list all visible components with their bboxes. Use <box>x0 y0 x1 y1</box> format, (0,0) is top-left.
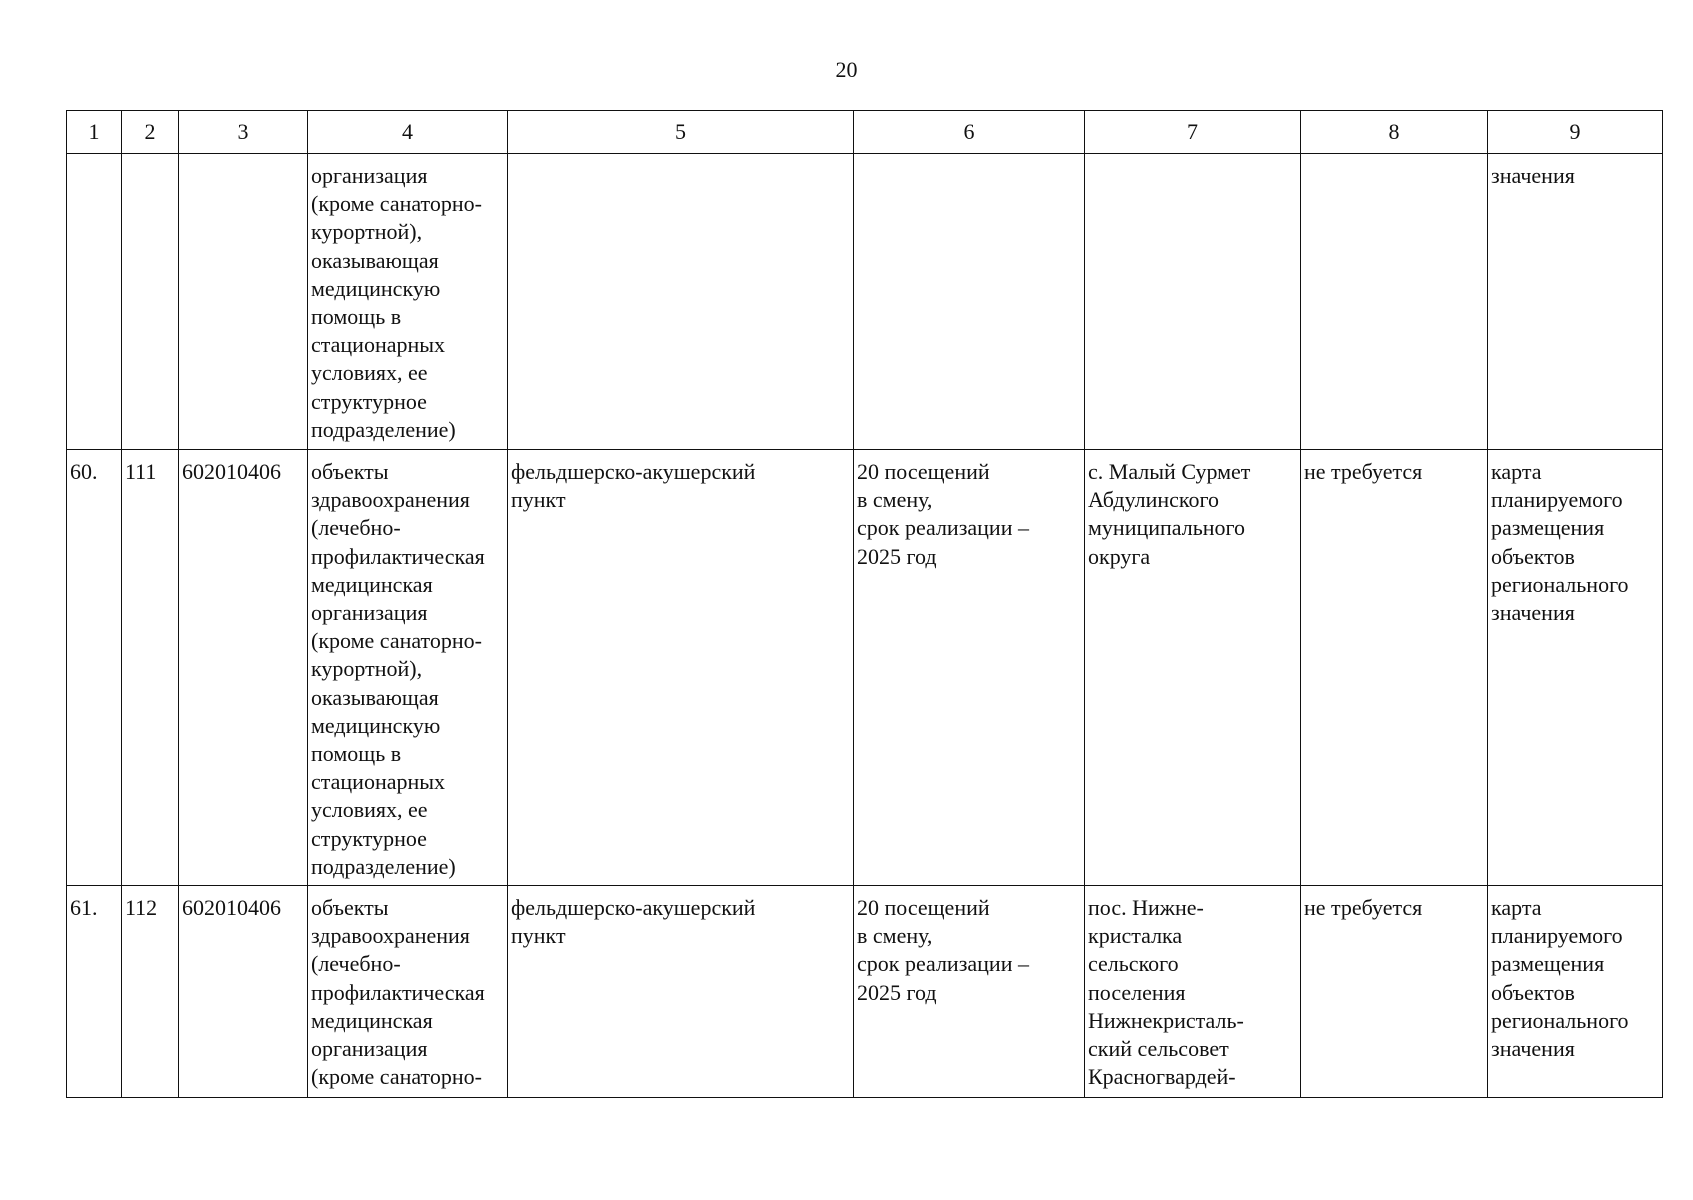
table-cell: 20 посещений в смену, срок реализации – 2025 год <box>854 886 1085 1098</box>
column-header-7: 7 <box>1085 111 1301 154</box>
table-header-row <box>67 111 1663 154</box>
table-cell <box>854 154 1085 450</box>
table-row <box>67 450 1663 886</box>
table-cell: не требуется <box>1301 450 1488 886</box>
table-cell: объекты здравоохранения (лечебно- профилактическая медицинская организация (кроме санаторно- <box>308 886 508 1098</box>
column-header-6: 6 <box>854 111 1085 154</box>
table-cell: 61. <box>67 886 122 1098</box>
table-cell: карта планируемого размещения объектов регионального значения <box>1488 886 1663 1098</box>
table-cell: объекты здравоохранения (лечебно- профилактическая медицинская организация (кроме санаторно- курортной), оказывающая медицинскую помощь в стационарных условиях, ее структурное подразделение) <box>308 450 508 886</box>
table-cell: 111 <box>122 450 179 886</box>
table-cell: пос. Нижне- кристалка сельского поселения Нижнекристаль- ский сельсовет Красногвардей- <box>1085 886 1301 1098</box>
table-cell: организация (кроме санаторно- курортной), оказывающая медицинскую помощь в стационарных условиях, ее структурное подразделение) <box>308 154 508 450</box>
table-cell: фельдшерско-акушерский пункт <box>508 450 854 886</box>
column-header-2: 2 <box>122 111 179 154</box>
column-header-3: 3 <box>179 111 308 154</box>
table-cell <box>1301 154 1488 450</box>
table-cell <box>179 154 308 450</box>
objects-table <box>66 110 1663 1098</box>
table-cell <box>122 154 179 450</box>
table-cell: с. Малый Сурмет Абдулинского муниципального округа <box>1085 450 1301 886</box>
table-cell <box>508 154 854 450</box>
table-cell: 602010406 <box>179 450 308 886</box>
table-cell: 20 посещений в смену, срок реализации – 2025 год <box>854 450 1085 886</box>
table-cell <box>67 154 122 450</box>
column-header-8: 8 <box>1301 111 1488 154</box>
table-cell: 112 <box>122 886 179 1098</box>
table-cell <box>1085 154 1301 450</box>
table-cell: значения <box>1488 154 1663 450</box>
table-row <box>67 886 1663 1098</box>
table-cell: карта планируемого размещения объектов регионального значения <box>1488 450 1663 886</box>
column-header-9: 9 <box>1488 111 1663 154</box>
column-header-4: 4 <box>308 111 508 154</box>
table-cell: фельдшерско-акушерский пункт <box>508 886 854 1098</box>
column-header-1: 1 <box>67 111 122 154</box>
page-number: 20 <box>835 57 858 82</box>
table-cell: 60. <box>67 450 122 886</box>
table-cell: не требуется <box>1301 886 1488 1098</box>
column-header-5: 5 <box>508 111 854 154</box>
table-cell: 602010406 <box>179 886 308 1098</box>
table-row <box>67 154 1663 450</box>
